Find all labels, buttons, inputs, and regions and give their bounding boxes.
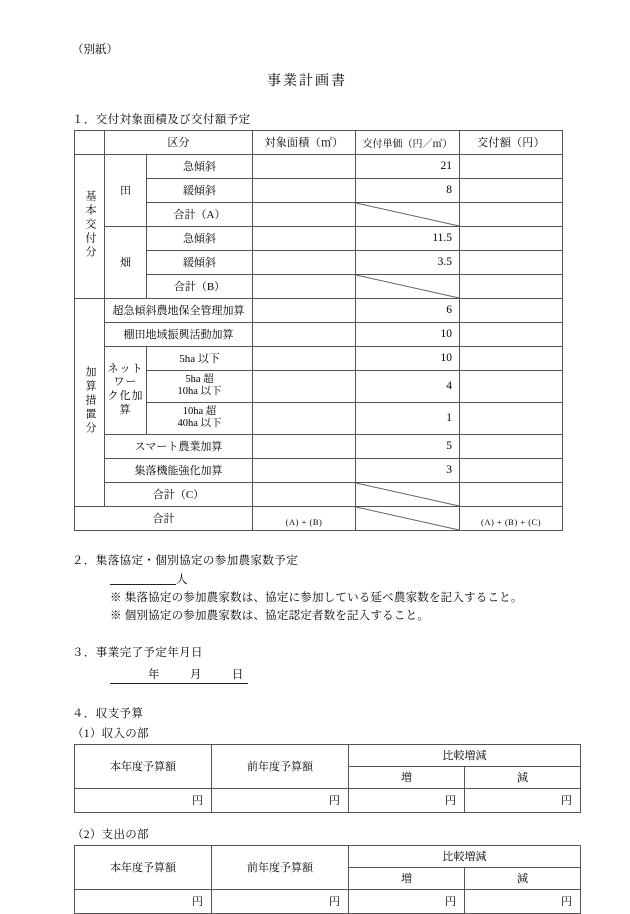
expense-value-current-year[interactable]: 円 <box>75 889 212 913</box>
cell-area-paddy-gentle[interactable] <box>253 178 356 202</box>
cell-amount-nw-under5[interactable] <box>460 346 563 370</box>
cell-unitprice-nw-10to40: 1 <box>356 402 460 434</box>
table-row <box>75 154 563 178</box>
cell-unitprice-nw-under5: 10 <box>356 346 460 370</box>
cell-amount-nw-10to40[interactable] <box>460 402 563 434</box>
cell-amount-field-steep[interactable] <box>460 226 563 250</box>
section-2-note-1: ※ 集落協定の参加農家数は、協定に参加している延べ農家数を記入すること。 <box>110 591 523 604</box>
row-label-paddy-gentle: 緩傾斜 <box>147 178 253 202</box>
cell-area-nw-5to10[interactable] <box>253 370 356 402</box>
cell-unitprice-paddy-steep: 21 <box>356 154 460 178</box>
diagonal-strike-icon <box>356 203 459 226</box>
section-2-note-2: ※ 個別協定の参加農家数は、協定認定者数を記入すること。 <box>110 609 429 622</box>
income-value-previous-year[interactable]: 円 <box>212 788 349 812</box>
farmer-count-input[interactable] <box>110 571 176 585</box>
row-label-ultra-steep: 超急傾斜農地保全管理加算 <box>105 298 253 322</box>
paddy-label: 田 <box>105 154 147 226</box>
farmer-count-row <box>110 571 572 587</box>
income-budget-table <box>74 744 581 813</box>
cell-amount-field-total[interactable] <box>460 274 563 298</box>
diagonal-strike-icon <box>356 507 459 530</box>
nw-10to40-line1: 10ha 超 <box>182 405 217 417</box>
cell-area-smart[interactable] <box>253 434 356 458</box>
cell-unitprice-nw-5to10: 4 <box>356 370 460 402</box>
row-label-community: 集落機能強化加算 <box>105 458 253 482</box>
section-1-heading: １．交付対象面積及び交付額予定 <box>72 113 251 126</box>
income-header-previous-year: 前年度予算額 <box>212 744 349 788</box>
expense-header-previous-year: 前年度予算額 <box>212 845 349 889</box>
table-row <box>75 298 563 322</box>
cell-area-nw-under5[interactable] <box>253 346 356 370</box>
page-title: 事業計画書 <box>267 73 347 89</box>
expense-header-comparison: 比較増減 <box>349 845 581 867</box>
cell-amount-paddy-gentle[interactable] <box>460 178 563 202</box>
cell-unitprice-grand-total-struck <box>356 506 460 530</box>
row-label-paddy-steep: 急傾斜 <box>147 154 253 178</box>
cell-amount-field-gentle[interactable] <box>460 250 563 274</box>
income-header-current-year: 本年度予算額 <box>75 744 212 788</box>
cell-amount-community[interactable] <box>460 458 563 482</box>
table-row <box>75 178 563 202</box>
expense-sub-heading: （2）支出の部 <box>72 828 149 841</box>
row-label-field-gentle: 緩傾斜 <box>147 250 253 274</box>
header-grant-amount: 交付額（円） <box>460 130 563 154</box>
row-label-nw-10to40 <box>147 402 253 434</box>
table-row <box>75 202 563 226</box>
header-unit-price: 交付単価（円／㎡） <box>356 130 460 154</box>
income-header-decrease: 減 <box>465 766 581 788</box>
cell-unitprice-field-gentle: 3.5 <box>356 250 460 274</box>
expense-value-increase[interactable]: 円 <box>349 889 465 913</box>
basic-grant-group-label <box>75 154 105 298</box>
cell-unitprice-smart: 5 <box>356 434 460 458</box>
table-header-row <box>75 130 563 154</box>
header-corner-cell <box>75 130 105 154</box>
cell-unitprice-addition-total-struck <box>356 482 460 506</box>
expense-header-increase: 増 <box>349 867 465 889</box>
cell-amount-nw-5to10[interactable] <box>460 370 563 402</box>
row-label-smart: スマート農業加算 <box>105 434 253 458</box>
row-label-paddy-total: 合計（A） <box>147 202 253 226</box>
table-row <box>75 226 563 250</box>
grant-table <box>74 130 563 531</box>
row-label-nw-5to10 <box>147 370 253 402</box>
income-header-increase: 増 <box>349 766 465 788</box>
row-label-grand-total: 合計 <box>75 506 253 530</box>
cell-amount-paddy-total[interactable] <box>460 202 563 226</box>
nw-10to40-line2: 40ha 以下 <box>177 418 222 429</box>
cell-amount-ultra-steep[interactable] <box>460 298 563 322</box>
row-label-field-steep: 急傾斜 <box>147 226 253 250</box>
table-row-grand-total <box>75 506 563 530</box>
network-addition-label <box>105 346 147 434</box>
expense-value-decrease[interactable]: 円 <box>465 889 581 913</box>
cell-area-paddy-steep[interactable] <box>253 154 356 178</box>
nw-5to10-line1: 5ha 超 <box>185 373 214 385</box>
cell-area-field-gentle[interactable] <box>253 250 356 274</box>
cell-unitprice-terrace: 10 <box>356 322 460 346</box>
income-value-increase[interactable]: 円 <box>349 788 465 812</box>
network-label-text-2: ク化加算 <box>107 390 144 416</box>
table-row <box>75 402 563 434</box>
diagonal-strike-icon <box>356 275 459 298</box>
cell-unitprice-ultra-steep: 6 <box>356 298 460 322</box>
amount-formula-note: (A) + (B) + (C) <box>480 516 542 527</box>
addition-group-label <box>75 298 105 506</box>
expense-header-decrease: 減 <box>465 867 581 889</box>
table-row <box>75 274 563 298</box>
cell-area-field-steep[interactable] <box>253 226 356 250</box>
table-header-row <box>75 845 581 867</box>
table-row <box>75 346 563 370</box>
year-label: 年 <box>148 668 160 681</box>
cell-amount-smart[interactable] <box>460 434 563 458</box>
income-sub-heading: （1）収入の部 <box>72 727 149 740</box>
cell-amount-terrace[interactable] <box>460 322 563 346</box>
month-label: 月 <box>189 668 202 681</box>
cell-amount-addition-total[interactable] <box>460 482 563 506</box>
income-value-current-year[interactable]: 円 <box>75 788 212 812</box>
cell-area-ultra-steep[interactable] <box>253 298 356 322</box>
header-category: 区分 <box>105 130 253 154</box>
attachment-label: （別紙） <box>72 44 118 56</box>
row-label-nw-under5: 5ha 以下 <box>147 346 253 370</box>
expense-value-previous-year[interactable]: 円 <box>212 889 349 913</box>
area-formula-note: (A) + (B) <box>285 516 323 527</box>
completion-date-row[interactable] <box>110 666 248 684</box>
table-row <box>75 322 563 346</box>
cell-area-addition-total[interactable] <box>253 482 356 506</box>
table-row <box>75 434 563 458</box>
basic-grant-group-text: 基本交付分 <box>84 189 96 260</box>
table-row <box>75 370 563 402</box>
cell-area-nw-10to40[interactable] <box>253 402 356 434</box>
addition-group-text: 加算措置分 <box>84 365 96 436</box>
row-label-field-total: 合計（B） <box>147 274 253 298</box>
expense-budget-table <box>74 845 581 914</box>
table-header-row <box>75 744 581 766</box>
farmer-count-unit: 人 <box>176 573 188 586</box>
cell-area-grand-total[interactable] <box>253 506 356 530</box>
table-row <box>75 250 563 274</box>
table-row <box>75 788 581 812</box>
diagonal-strike-icon <box>356 483 459 506</box>
table-row <box>75 482 563 506</box>
section-2-heading: ２．集落協定・個別協定の参加農家数予定 <box>72 554 299 567</box>
table-row <box>75 458 563 482</box>
network-label-text-1: ネットワー <box>107 362 144 389</box>
cell-amount-grand-total[interactable] <box>460 506 563 530</box>
nw-5to10-line2: 10ha 以下 <box>177 386 222 397</box>
income-header-comparison: 比較増減 <box>349 744 581 766</box>
cell-unitprice-field-steep: 11.5 <box>356 226 460 250</box>
cell-area-paddy-total[interactable] <box>253 202 356 226</box>
table-row <box>75 889 581 913</box>
row-label-terrace: 棚田地域振興活動加算 <box>105 322 253 346</box>
cell-area-terrace[interactable] <box>253 322 356 346</box>
row-label-addition-total: 合計（C） <box>105 482 253 506</box>
section-3-heading: ３．事業完了予定年月日 <box>72 646 203 659</box>
cell-amount-paddy-steep[interactable] <box>460 154 563 178</box>
cell-unitprice-paddy-gentle: 8 <box>356 178 460 202</box>
cell-unitprice-field-total-struck <box>356 274 460 298</box>
expense-header-current-year: 本年度予算額 <box>75 845 212 889</box>
field-label: 畑 <box>105 226 147 298</box>
day-label: 日 <box>231 668 244 681</box>
cell-unitprice-paddy-total-struck <box>356 202 460 226</box>
header-target-area: 対象面積（㎡） <box>253 130 356 154</box>
cell-area-field-total[interactable] <box>253 274 356 298</box>
cell-area-community[interactable] <box>253 458 356 482</box>
cell-unitprice-community: 3 <box>356 458 460 482</box>
section-4-heading: ４．収支予算 <box>72 707 144 720</box>
income-value-decrease[interactable]: 円 <box>465 788 581 812</box>
